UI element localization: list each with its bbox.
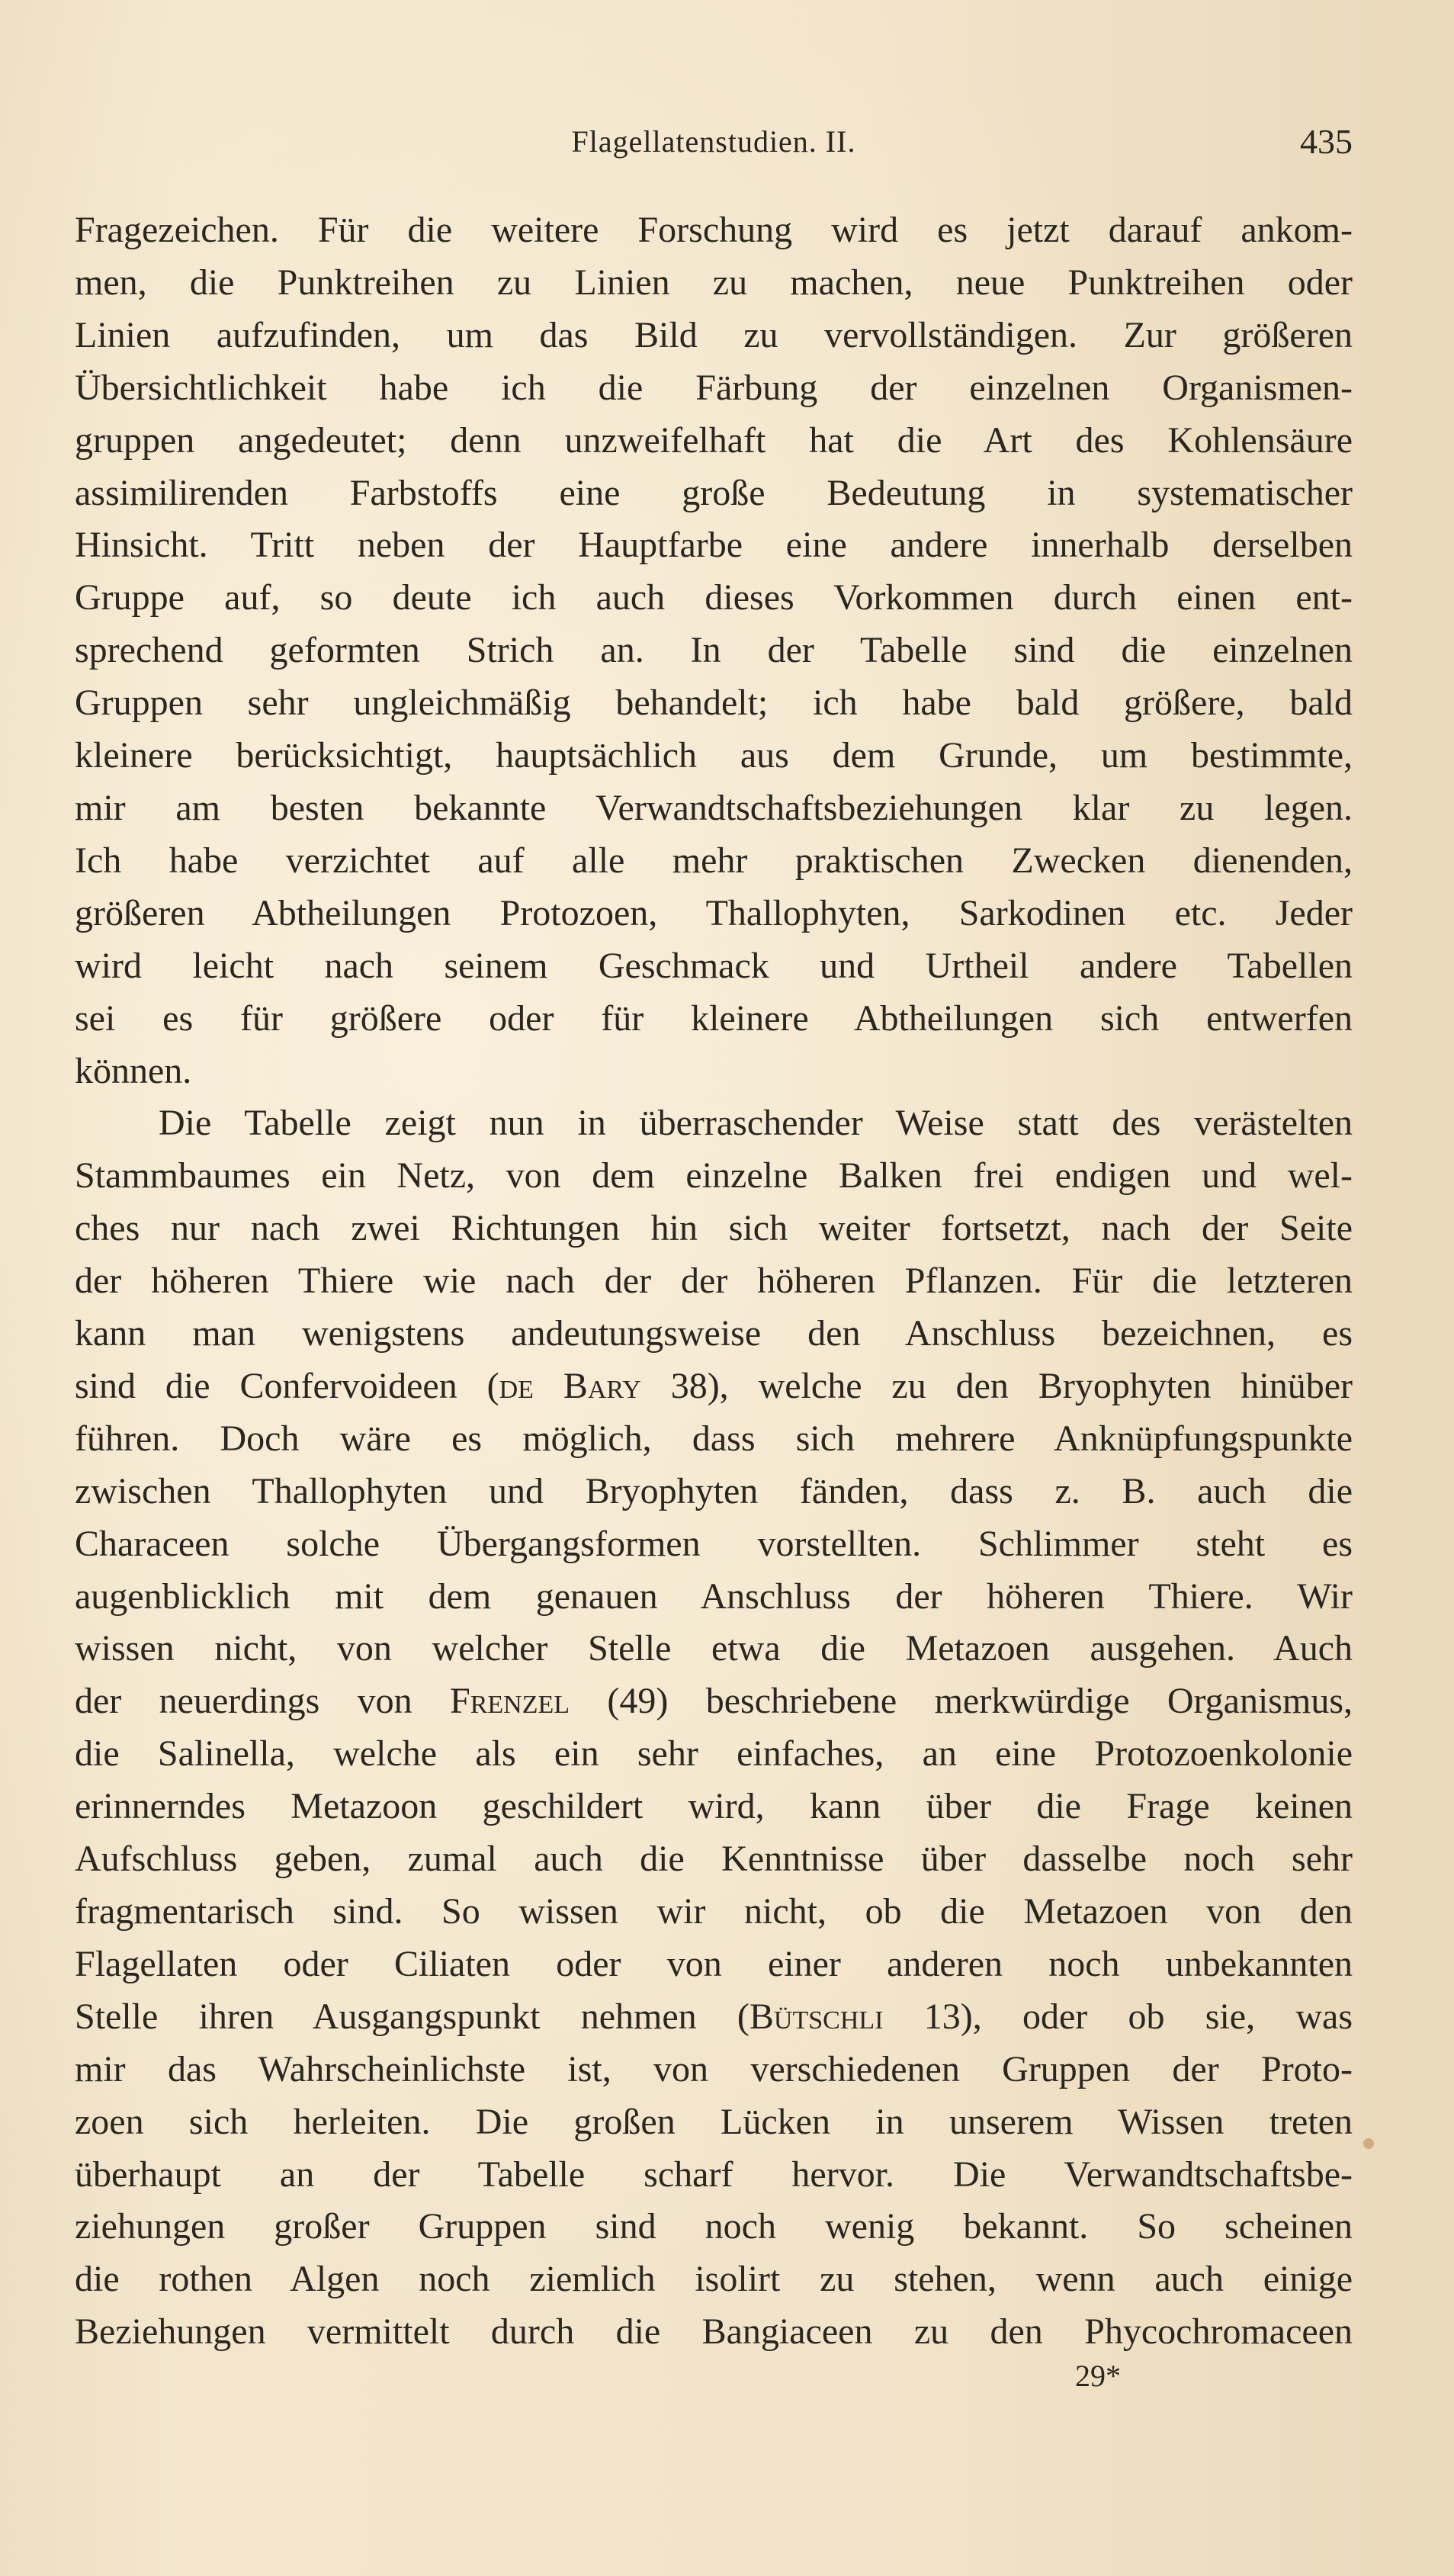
- text-line: mir das Wahrscheinlichste ist, von verschiedenen Gruppen der Proto-: [75, 2048, 1353, 2089]
- text-line-citation: [75, 1360, 1353, 1413]
- text-line: Hinsicht. Tritt neben der Hauptfarbe eine andere innerhalb derselben: [75, 525, 1353, 566]
- text-line: können.: [75, 1050, 192, 1091]
- paragraph-2: [75, 1097, 1353, 2359]
- text-line: Gruppen sehr ungleichmäßig behandelt; ich habe bald größere, bald: [75, 683, 1353, 724]
- text-line-citation: [75, 1675, 1353, 1728]
- text-line: der höheren Thiere wie nach der der höheren Pflanzen. Für die letzteren: [75, 1261, 1353, 1302]
- text-line: ches nur nach zwei Richtungen hin sich weiter fortsetzt, nach der Seite: [75, 1208, 1353, 1249]
- text-line-citation: [75, 1991, 1353, 2044]
- text-line: kleinere berücksichtigt, hauptsächlich aus dem Grunde, um bestimmte,: [75, 735, 1353, 776]
- text-fragment: der neuerdings von: [75, 1681, 450, 1722]
- text-line: Ich habe verzichtet auf alle mehr praktischen Zwecken dienenden,: [75, 840, 1353, 881]
- text-line: Linien aufzufinden, um das Bild zu vervollständigen. Zur größeren: [75, 314, 1353, 355]
- page-number: 435: [1300, 122, 1353, 161]
- paragraph-1: [75, 204, 1353, 1097]
- running-title: Flagellatenstudien. II.: [571, 124, 856, 159]
- text-line: zoen sich herleiten. Die großen Lücken in unserem Wissen treten: [75, 2101, 1353, 2142]
- text-line: augenblicklich mit dem genauen Anschluss der höheren Thiere. Wir: [75, 1575, 1353, 1617]
- text-fragment: sind die Confervoideen (: [75, 1365, 499, 1406]
- text-fragment: 38), welche zu den Bryophyten hinüber: [640, 1365, 1353, 1406]
- text-line: wird leicht nach seinem Geschmack und Urtheil andere Tabellen: [75, 945, 1353, 986]
- text-line: fragmentarisch sind. So wissen wir nicht, ob die Metazoen von den: [75, 1891, 1353, 1932]
- text-line: führen. Doch wäre es möglich, dass sich mehrere Anknüpfungspunkte: [75, 1418, 1353, 1459]
- text-fragment: 13), oder ob sie, was: [883, 1996, 1353, 2037]
- text-line: Fragezeichen. Für die weitere Forschung wird es jetzt darauf ankom-: [75, 210, 1353, 250]
- text-line: wissen nicht, von welcher Stelle etwa die Metazoen ausgehen. Auch: [75, 1628, 1353, 1669]
- text-line: die Salinella, welche als ein sehr einfaches, an eine Protozoenkolonie: [75, 1733, 1353, 1775]
- text-line: Gruppe auf, so deute ich auch dieses Vorkommen durch einen ent-: [75, 577, 1353, 618]
- text-line: men, die Punktreihen zu Linien zu machen, neue Punktreihen oder: [75, 262, 1353, 303]
- text-line: Aufschluss geben, zumal auch die Kenntnisse über dasselbe noch sehr: [75, 1839, 1353, 1880]
- text-fragment: Stelle ihren Ausgangspunkt nehmen (: [75, 1996, 749, 2037]
- text-line: ziehungen großer Gruppen sind noch wenig bekannt. So scheinen: [75, 2206, 1353, 2247]
- text-line: sprechend geformten Strich an. In der Tabelle sind die einzelnen: [75, 630, 1353, 671]
- text-line: überhaupt an der Tabelle scharf hervor. Die Verwandtschaftsbe-: [75, 2154, 1353, 2195]
- text-line: Beziehungen vermittelt durch die Bangiaceen zu den Phycochromaceen: [75, 2311, 1353, 2353]
- text-line: größeren Abtheilungen Protozoen, Thallophyten, Sarkodinen etc. Jeder: [75, 892, 1353, 933]
- text-line: Flagellaten oder Ciliaten oder von einer anderen noch unbekannten: [75, 1943, 1353, 1984]
- text-line: kann man wenigstens andeutungsweise den Anschluss bezeichnen, es: [75, 1313, 1353, 1354]
- text-line: erinnerndes Metazoon geschildert wird, kann über die Frage keinen: [75, 1786, 1353, 1827]
- text-line: die rothen Algen noch ziemlich isolirt zu stehen, wenn auch einige: [75, 2259, 1353, 2300]
- author-name: Frenzel: [450, 1681, 570, 1722]
- running-header: [75, 120, 1353, 163]
- text-line: gruppen angedeutet; denn unzweifelhaft hat die Art des Kohlensäure: [75, 419, 1353, 461]
- text-line: assimilirenden Farbstoffs eine große Bedeutung in systematischer: [75, 472, 1353, 513]
- author-name: Bütschli: [749, 1996, 884, 2037]
- text-line: Die Tabelle zeigt nun in überraschender Weise statt des verästelten: [159, 1103, 1353, 1144]
- text-line: Characeen solche Übergangsformen vorstellten. Schlimmer steht es: [75, 1523, 1353, 1564]
- text-line: mir am besten bekannte Verwandtschaftsbeziehungen klar zu legen.: [75, 787, 1353, 828]
- body-text: [75, 204, 1353, 2359]
- paper-stain: [1363, 2138, 1374, 2149]
- author-name: de Bary: [499, 1365, 641, 1406]
- text-line: sei es für größere oder für kleinere Abtheilungen sich entwerfen: [75, 997, 1353, 1039]
- text-line: Stammbaumes ein Netz, von dem einzelne Balken frei endigen und wel-: [75, 1155, 1353, 1196]
- signature-mark: 29*: [1075, 2359, 1121, 2393]
- text-line: zwischen Thallophyten und Bryophyten fänden, dass z. B. auch die: [75, 1470, 1353, 1511]
- text-fragment: (49) beschriebene merkwürdige Organismus,: [570, 1681, 1353, 1722]
- text-line: Übersichtlichkeit habe ich die Färbung der einzelnen Organismen-: [75, 367, 1353, 408]
